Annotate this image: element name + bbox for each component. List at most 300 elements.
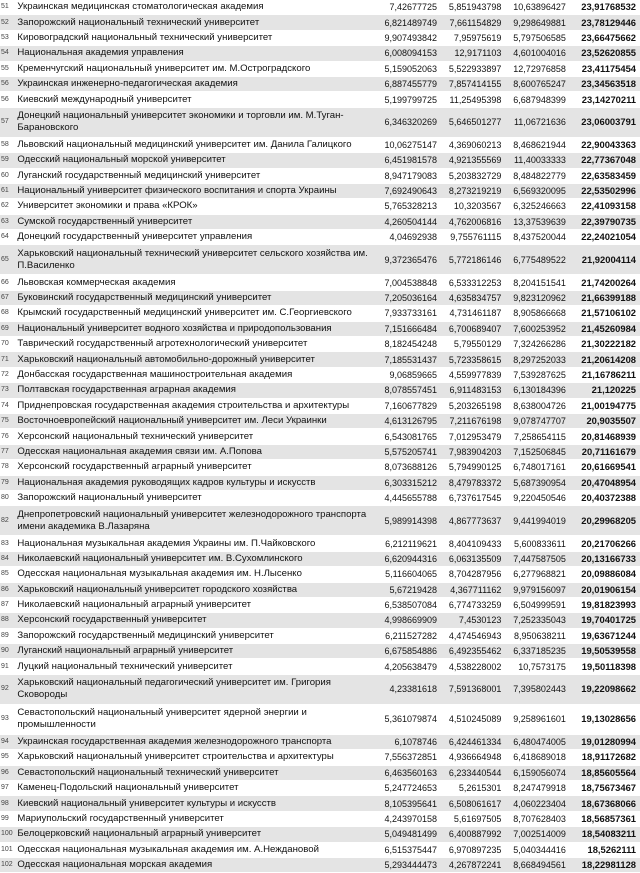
score-1: 5,67219428 xyxy=(375,582,439,597)
score-3: 8,668494561 xyxy=(503,857,567,872)
total-score: 23,06003791 xyxy=(568,107,640,137)
table-row xyxy=(0,275,640,290)
score-1: 6,538507084 xyxy=(375,597,439,612)
table-row xyxy=(0,475,640,490)
rank-number: 80 xyxy=(0,490,16,505)
score-3: 8,905866668 xyxy=(503,306,567,321)
score-2: 5,79550129 xyxy=(439,337,503,352)
university-name: Одесская национальная морская академия xyxy=(16,857,374,872)
table-row xyxy=(0,183,640,198)
rank-number: 52 xyxy=(0,15,16,30)
table-row xyxy=(0,582,640,597)
score-1: 6,543081765 xyxy=(375,429,439,444)
score-1: 5,989914398 xyxy=(375,506,439,536)
score-2: 7,983904203 xyxy=(439,444,503,459)
total-score: 20,13166733 xyxy=(568,551,640,566)
university-name: Донбасская государственная машиностроительная академия xyxy=(16,367,374,382)
rank-number: 71 xyxy=(0,352,16,367)
rank-number: 77 xyxy=(0,444,16,459)
university-name: Национальная академия управления xyxy=(16,46,374,61)
rank-number: 95 xyxy=(0,750,16,765)
rank-number: 101 xyxy=(0,842,16,857)
rank-number: 59 xyxy=(0,153,16,168)
total-score: 20,29968205 xyxy=(568,506,640,536)
table-row xyxy=(0,0,640,15)
score-3: 4,601004016 xyxy=(503,46,567,61)
score-3: 9,220450546 xyxy=(503,490,567,505)
total-score: 18,56857361 xyxy=(568,811,640,826)
score-3: 6,504999591 xyxy=(503,597,567,612)
score-1: 9,06859665 xyxy=(375,367,439,382)
total-score: 19,50539558 xyxy=(568,644,640,659)
score-2: 12,9171103 xyxy=(439,46,503,61)
score-3: 6,418689018 xyxy=(503,750,567,765)
score-3: 12,72976858 xyxy=(503,61,567,76)
score-3: 9,298649881 xyxy=(503,15,567,30)
score-1: 7,556372851 xyxy=(375,750,439,765)
score-1: 6,212119621 xyxy=(375,536,439,551)
rank-number: 60 xyxy=(0,168,16,183)
total-score: 20,01906154 xyxy=(568,582,640,597)
total-score: 21,45260984 xyxy=(568,321,640,336)
table-row xyxy=(0,551,640,566)
total-score: 20,61669541 xyxy=(568,460,640,475)
table-row xyxy=(0,383,640,398)
rank-number: 54 xyxy=(0,46,16,61)
score-2: 6,533312253 xyxy=(439,275,503,290)
score-2: 6,233440544 xyxy=(439,765,503,780)
total-score: 22,39790735 xyxy=(568,214,640,229)
score-2: 5,61697505 xyxy=(439,811,503,826)
rank-number: 70 xyxy=(0,337,16,352)
rank-number: 75 xyxy=(0,413,16,428)
score-3: 5,600833611 xyxy=(503,536,567,551)
total-score: 23,66475662 xyxy=(568,30,640,45)
university-name: Кременчугский национальный университет им. М.Остроградского xyxy=(16,61,374,76)
score-2: 5,203832729 xyxy=(439,168,503,183)
score-1: 7,42677725 xyxy=(375,0,439,15)
score-2: 6,508061617 xyxy=(439,796,503,811)
total-score: 23,34563518 xyxy=(568,76,640,91)
rank-number: 62 xyxy=(0,199,16,214)
score-1: 6,463560163 xyxy=(375,765,439,780)
score-2: 11,25495398 xyxy=(439,92,503,107)
score-3: 11,06721636 xyxy=(503,107,567,137)
rank-number: 74 xyxy=(0,398,16,413)
score-2: 8,704287956 xyxy=(439,567,503,582)
score-1: 7,004538848 xyxy=(375,275,439,290)
score-3: 7,252335043 xyxy=(503,613,567,628)
score-3: 9,078747707 xyxy=(503,413,567,428)
university-name: Национальная музыкальная академия Украины им. П.Чайковского xyxy=(16,536,374,551)
score-3: 9,441994019 xyxy=(503,506,567,536)
score-2: 4,921355569 xyxy=(439,153,503,168)
score-3: 7,002514009 xyxy=(503,827,567,842)
score-1: 9,907493842 xyxy=(375,30,439,45)
score-1: 4,243970158 xyxy=(375,811,439,826)
rank-number: 55 xyxy=(0,61,16,76)
total-score: 18,67368066 xyxy=(568,796,640,811)
score-2: 7,211676198 xyxy=(439,413,503,428)
table-row xyxy=(0,613,640,628)
rank-number: 83 xyxy=(0,536,16,551)
score-1: 7,933733161 xyxy=(375,306,439,321)
rank-number: 86 xyxy=(0,582,16,597)
score-1: 5,293444473 xyxy=(375,857,439,872)
score-2: 5,723358615 xyxy=(439,352,503,367)
table-row xyxy=(0,92,640,107)
total-score: 20,21706266 xyxy=(568,536,640,551)
university-name: Львовская коммерческая академия xyxy=(16,275,374,290)
score-1: 6,451981578 xyxy=(375,153,439,168)
table-row xyxy=(0,153,640,168)
rank-number: 93 xyxy=(0,704,16,734)
rank-number: 84 xyxy=(0,551,16,566)
table-row xyxy=(0,506,640,536)
table-row xyxy=(0,46,640,61)
score-3: 9,258961601 xyxy=(503,704,567,734)
total-score: 18,5262111 xyxy=(568,842,640,857)
rank-number: 64 xyxy=(0,230,16,245)
total-score: 18,75673467 xyxy=(568,781,640,796)
score-1: 7,205036164 xyxy=(375,290,439,305)
score-1: 6,211527282 xyxy=(375,628,439,643)
rank-number: 58 xyxy=(0,137,16,152)
university-name: Николаевский национальный аграрный университет xyxy=(16,597,374,612)
score-2: 5,772186146 xyxy=(439,245,503,275)
table-row xyxy=(0,30,640,45)
university-name: Киевский национальный университет культуры и искусств xyxy=(16,796,374,811)
table-row xyxy=(0,352,640,367)
table-row xyxy=(0,199,640,214)
rank-number: 97 xyxy=(0,781,16,796)
total-score: 19,01280994 xyxy=(568,734,640,749)
university-name: Севастопольский национальный университет ядерной энергии и промышленности xyxy=(16,704,374,734)
university-name: Каменец-Подольский национальный университет xyxy=(16,781,374,796)
total-score: 23,41175454 xyxy=(568,61,640,76)
university-name: Кировоградский национальный технический университет xyxy=(16,30,374,45)
university-name: Национальный университет водного хозяйства и природопользования xyxy=(16,321,374,336)
table-row xyxy=(0,306,640,321)
university-name: Днепропетровский национальный университет железнодорожного транспорта имени академика В.Лазаряна xyxy=(16,506,374,536)
table-row xyxy=(0,567,640,582)
score-2: 6,700689407 xyxy=(439,321,503,336)
rank-number: 69 xyxy=(0,321,16,336)
score-3: 10,7573175 xyxy=(503,659,567,674)
table-row xyxy=(0,827,640,842)
total-score: 21,30222182 xyxy=(568,337,640,352)
total-score: 21,74200264 xyxy=(568,275,640,290)
university-name: Университет экономики и права «КРОК» xyxy=(16,199,374,214)
score-3: 6,337185235 xyxy=(503,644,567,659)
score-1: 4,04692938 xyxy=(375,230,439,245)
rank-number: 57 xyxy=(0,107,16,137)
university-name: Национальная академия руководящих кадров культуры и искусств xyxy=(16,475,374,490)
table-row xyxy=(0,245,640,275)
score-2: 7,012953479 xyxy=(439,429,503,444)
table-row xyxy=(0,398,640,413)
total-score: 21,66399188 xyxy=(568,290,640,305)
score-3: 8,950638211 xyxy=(503,628,567,643)
university-name: Киевский международный университет xyxy=(16,92,374,107)
score-2: 8,404109433 xyxy=(439,536,503,551)
university-name: Луганский национальный аграрный университет xyxy=(16,644,374,659)
score-3: 4,060223404 xyxy=(503,796,567,811)
score-1: 5,575205741 xyxy=(375,444,439,459)
university-name: Харьковский национальный технический университет сельского хозяйства им. П.Василенко xyxy=(16,245,374,275)
score-2: 6,774733259 xyxy=(439,597,503,612)
score-3: 10,63896427 xyxy=(503,0,567,15)
score-3: 6,277968821 xyxy=(503,567,567,582)
score-1: 7,692490643 xyxy=(375,183,439,198)
university-name: Луганский государственный медицинский университет xyxy=(16,168,374,183)
score-1: 4,23381618 xyxy=(375,674,439,704)
score-1: 7,185531437 xyxy=(375,352,439,367)
total-score: 18,54083211 xyxy=(568,827,640,842)
table-row xyxy=(0,765,640,780)
university-name: Белоцерковский национальный аграрный университет xyxy=(16,827,374,842)
rank-number: 79 xyxy=(0,475,16,490)
university-name: Харьковский национальный автомобильно-дорожный университет xyxy=(16,352,374,367)
total-score: 23,78129446 xyxy=(568,15,640,30)
score-2: 6,737617545 xyxy=(439,490,503,505)
score-2: 4,267872241 xyxy=(439,857,503,872)
total-score: 20,09886084 xyxy=(568,567,640,582)
score-2: 5,794990125 xyxy=(439,460,503,475)
rank-number: 87 xyxy=(0,597,16,612)
university-name: Сумской государственный университет xyxy=(16,214,374,229)
total-score: 20,71161679 xyxy=(568,444,640,459)
score-2: 9,755761115 xyxy=(439,230,503,245)
university-name: Украинская медицинская стоматологическая академия xyxy=(16,0,374,15)
score-1: 5,765328213 xyxy=(375,199,439,214)
score-3: 7,324266286 xyxy=(503,337,567,352)
score-1: 8,078557451 xyxy=(375,383,439,398)
score-3: 8,638004726 xyxy=(503,398,567,413)
score-1: 7,160677829 xyxy=(375,398,439,413)
score-2: 4,510245089 xyxy=(439,704,503,734)
score-2: 10,3203567 xyxy=(439,199,503,214)
table-row xyxy=(0,61,640,76)
university-name: Одесский национальный морской университет xyxy=(16,153,374,168)
rank-number: 51 xyxy=(0,0,16,15)
university-name: Таврический государственный агротехнологический университет xyxy=(16,337,374,352)
university-name: Полтавская государственная аграрная академия xyxy=(16,383,374,398)
score-3: 5,797506585 xyxy=(503,30,567,45)
table-row xyxy=(0,674,640,704)
total-score: 22,77367048 xyxy=(568,153,640,168)
score-2: 6,400887992 xyxy=(439,827,503,842)
score-3: 6,159056074 xyxy=(503,765,567,780)
score-2: 8,479783372 xyxy=(439,475,503,490)
score-1: 4,260504144 xyxy=(375,214,439,229)
score-3: 6,325246663 xyxy=(503,199,567,214)
score-2: 6,063135509 xyxy=(439,551,503,566)
score-2: 4,538228002 xyxy=(439,659,503,674)
total-score: 19,81823993 xyxy=(568,597,640,612)
total-score: 21,20614208 xyxy=(568,352,640,367)
rank-number: 91 xyxy=(0,659,16,674)
rank-number: 66 xyxy=(0,275,16,290)
total-score: 19,22098662 xyxy=(568,674,640,704)
university-name: Украинская инженерно-педагогическая академия xyxy=(16,76,374,91)
score-1: 8,947179083 xyxy=(375,168,439,183)
university-name: Харьковский национальный университет строительства и архитектуры xyxy=(16,750,374,765)
table-row xyxy=(0,413,640,428)
score-2: 5,851943798 xyxy=(439,0,503,15)
score-2: 5,203265198 xyxy=(439,398,503,413)
table-row xyxy=(0,811,640,826)
score-1: 6,620944316 xyxy=(375,551,439,566)
university-name: Запорожский национальный технический университет xyxy=(16,15,374,30)
total-score: 19,13028656 xyxy=(568,704,640,734)
university-name: Николаевский национальный университет им. В.Сухомлинского xyxy=(16,551,374,566)
table-row xyxy=(0,214,640,229)
score-2: 7,4530123 xyxy=(439,613,503,628)
score-1: 10,06275147 xyxy=(375,137,439,152)
rank-number: 73 xyxy=(0,383,16,398)
score-1: 5,361079874 xyxy=(375,704,439,734)
score-3: 5,687390954 xyxy=(503,475,567,490)
score-3: 7,395802443 xyxy=(503,674,567,704)
table-row xyxy=(0,168,640,183)
total-score: 19,63671244 xyxy=(568,628,640,643)
rank-number: 76 xyxy=(0,429,16,444)
university-name: Запорожский национальный университет xyxy=(16,490,374,505)
score-2: 5,2615301 xyxy=(439,781,503,796)
score-1: 6,515375447 xyxy=(375,842,439,857)
total-score: 21,120225 xyxy=(568,383,640,398)
total-score: 21,92004114 xyxy=(568,245,640,275)
rank-number: 90 xyxy=(0,644,16,659)
score-3: 8,247479918 xyxy=(503,781,567,796)
total-score: 20,81468939 xyxy=(568,429,640,444)
university-name: Одесская национальная музыкальная академия им. А.Неждановой xyxy=(16,842,374,857)
total-score: 22,63583459 xyxy=(568,168,640,183)
score-3: 13,37539639 xyxy=(503,214,567,229)
table-row xyxy=(0,842,640,857)
score-2: 6,970897235 xyxy=(439,842,503,857)
score-1: 5,199799725 xyxy=(375,92,439,107)
rank-number: 61 xyxy=(0,183,16,198)
university-name: Донецкий национальный университет экономики и торговли им. М.Туган-Барановского xyxy=(16,107,374,137)
score-1: 8,105395641 xyxy=(375,796,439,811)
score-3: 7,447587505 xyxy=(503,551,567,566)
score-1: 5,049481499 xyxy=(375,827,439,842)
rank-number: 100 xyxy=(0,827,16,842)
university-name: Херсонский государственный университет xyxy=(16,613,374,628)
score-2: 4,369060213 xyxy=(439,137,503,152)
score-3: 7,600253952 xyxy=(503,321,567,336)
score-1: 8,073688126 xyxy=(375,460,439,475)
table-row xyxy=(0,781,640,796)
score-3: 9,979156097 xyxy=(503,582,567,597)
table-row xyxy=(0,536,640,551)
total-score: 18,22981128 xyxy=(568,857,640,872)
score-2: 4,635834757 xyxy=(439,290,503,305)
total-score: 21,57106102 xyxy=(568,306,640,321)
score-1: 4,205638479 xyxy=(375,659,439,674)
university-name: Запорожский государственный медицинский университет xyxy=(16,628,374,643)
total-score: 22,24021054 xyxy=(568,230,640,245)
rank-number: 94 xyxy=(0,734,16,749)
score-1: 6,008094153 xyxy=(375,46,439,61)
score-2: 4,731461187 xyxy=(439,306,503,321)
score-3: 8,484822779 xyxy=(503,168,567,183)
score-3: 7,539287625 xyxy=(503,367,567,382)
table-row xyxy=(0,628,640,643)
university-name: Крымский государственный медицинский университет им. С.Георгиевского xyxy=(16,306,374,321)
score-2: 4,762006816 xyxy=(439,214,503,229)
score-3: 6,130184396 xyxy=(503,383,567,398)
score-1: 4,613126795 xyxy=(375,413,439,428)
score-2: 4,559977839 xyxy=(439,367,503,382)
total-score: 20,40372388 xyxy=(568,490,640,505)
total-score: 23,52620855 xyxy=(568,46,640,61)
rank-number: 56 xyxy=(0,92,16,107)
rank-number: 63 xyxy=(0,214,16,229)
table-row xyxy=(0,597,640,612)
score-2: 8,273219219 xyxy=(439,183,503,198)
university-name: Херсонский государственный аграрный университет xyxy=(16,460,374,475)
total-score: 23,14270211 xyxy=(568,92,640,107)
table-row xyxy=(0,429,640,444)
score-1: 7,151666484 xyxy=(375,321,439,336)
score-2: 7,661154829 xyxy=(439,15,503,30)
rank-number: 89 xyxy=(0,628,16,643)
rank-number: 78 xyxy=(0,460,16,475)
score-3: 6,748017161 xyxy=(503,460,567,475)
total-score: 22,41093158 xyxy=(568,199,640,214)
table-row xyxy=(0,750,640,765)
table-row xyxy=(0,490,640,505)
score-2: 6,492355462 xyxy=(439,644,503,659)
table-row xyxy=(0,137,640,152)
score-1: 6,346320269 xyxy=(375,107,439,137)
score-2: 7,591368001 xyxy=(439,674,503,704)
score-2: 7,95975619 xyxy=(439,30,503,45)
score-1: 6,821489749 xyxy=(375,15,439,30)
score-3: 6,480474005 xyxy=(503,734,567,749)
total-score: 23,91768532 xyxy=(568,0,640,15)
table-row xyxy=(0,321,640,336)
total-score: 19,70401725 xyxy=(568,613,640,628)
university-name: Донецкий государственный университет управления xyxy=(16,230,374,245)
table-row xyxy=(0,107,640,137)
score-3: 7,152506845 xyxy=(503,444,567,459)
rank-number: 96 xyxy=(0,765,16,780)
university-name: Харьковский национальный университет городского хозяйства xyxy=(16,582,374,597)
score-1: 6,887455779 xyxy=(375,76,439,91)
score-2: 4,474546943 xyxy=(439,628,503,643)
rank-number: 65 xyxy=(0,245,16,275)
score-3: 5,040344416 xyxy=(503,842,567,857)
total-score: 20,47048954 xyxy=(568,475,640,490)
table-row xyxy=(0,644,640,659)
university-name: Севастопольский национальный технический университет xyxy=(16,765,374,780)
score-1: 5,116604065 xyxy=(375,567,439,582)
total-score: 18,85605564 xyxy=(568,765,640,780)
total-score: 22,53502996 xyxy=(568,183,640,198)
rank-number: 99 xyxy=(0,811,16,826)
score-2: 6,424461334 xyxy=(439,734,503,749)
rank-number: 92 xyxy=(0,674,16,704)
total-score: 21,00194775 xyxy=(568,398,640,413)
rank-number: 102 xyxy=(0,857,16,872)
score-3: 8,600765247 xyxy=(503,76,567,91)
score-2: 6,911483153 xyxy=(439,383,503,398)
university-name: Луцкий национальный технический университет xyxy=(16,659,374,674)
